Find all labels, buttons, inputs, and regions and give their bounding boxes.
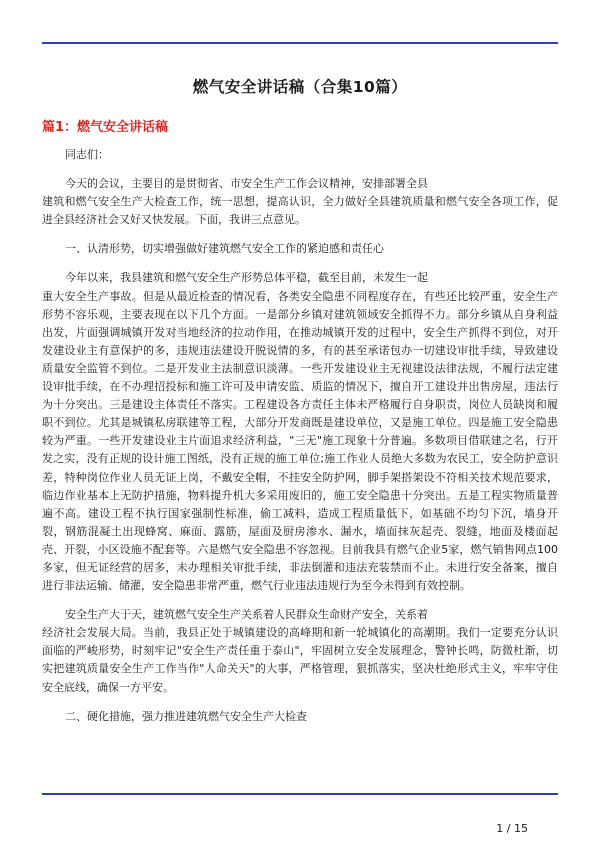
heading-2: 二、硬化措施，强力推进建筑燃气安全生产大检查 [65, 709, 307, 723]
paragraph-1-first-line: 今天的会议，主要目的是贯彻省、市安全生产工作会议精神，安排部署全县 [65, 177, 428, 191]
paragraph-2-first-line: 今年以来，我县建筑和燃气安全生产形势总体平稳，截至目前，未发生一起 [65, 271, 428, 285]
paragraph-2-body: 重大安全生产事故。但是从最近检查的情况看，各类安全隐患不同程度存在，有些还比较严重，安全生产形势不容乐观，主要表现在以下几个方面。一是部分乡镇对建筑领域安全抓得不力。部分乡镇从自身利益出发，片面强调城镇开发对当地经济的拉动作用，在推动城镇开发的过程中，安全生产抓得不到位，对开发建设业主有意保护的多，违规违法建设开脱说情的多，有的甚至承诺包办一切建设审批手续，导致建设质量安全监管不到位。二是开发业主法制意识淡薄。一些开发建设业主无视建设法律法规，不履行法定建设审批手续，在不办理招投标和施工许可及申请安监、质监的情况下，擅自开工建设并出售房屋，违法行为十分突出。三是建设主体责任不落实。工程建设各方责任主体未严格履行自身职责，岗位人员缺岗和履职不到位。尤其是城镇私房联建等工程，大部分开发商既是建设单位，又是施工单位。四是施工安全隐患较为严重。一些开发建设业主片面追求经济利益，"三无"施工现象十分普遍。多数项目借联建之名，行开发之实，没有正规的设计施工图纸，没有正规的施工单位;施工作业人员绝大多数为农民工，安全防护意识差，特种岗位作业人员无证上岗，不戴安全帽，不挂安全防护网，脚手架搭架设不符相关技术规范要求，临边作业基本上无防护措施，物料提升机大多采用废旧的，施工安全隐患十分突出。五是工程实物质量普遍不高。建设工程不执行国家强制性标准，偷工减料，造成工程质量低下，如基础不均匀下沉，墙身开裂，钢筋混凝土出现蜂窝、麻面、露筋，屋面及厨房渗水、漏水，墙面抹灰起壳、裂缝，地面及楼面起壳、开裂，小区设施不配套等。六是燃气安全隐患不容忽视。目前我县有燃气企业5家，燃气销售网点100多家，但无证经营的居多，未办理相关审批手续，非法倒灌和违法充装禁而不止。未进行安全备案，擅自进行非法运输、储灌，安全隐患非常严重，燃气行业违法违规行为至今未得到有效控制。 [42, 289, 558, 593]
page-indicator: 1 / 15 [496, 822, 528, 835]
header-rule [42, 42, 558, 44]
paragraph-3-first-line: 安全生产大于天，建筑燃气安全生产关系着人民群众生命财产安全，关系着 [65, 608, 428, 622]
footer-rule [42, 793, 558, 795]
section-heading: 篇1：燃气安全讲话稿 [42, 120, 169, 135]
document-body [42, 146, 558, 726]
paragraph-1-body: 建筑和燃气安全生产大检查工作，统一思想，提高认识，全力做好全县建筑质量和燃气安全各项工作，促进全县经济社会又好又快发展。下面，我讲三点意见。 [42, 195, 558, 227]
document-title: 燃气安全讲话稿（合集10篇） [192, 78, 408, 96]
heading-1: 一、认清形势，切实增强做好建筑燃气安全工作的紧迫感和责任心 [65, 242, 384, 256]
salutation: 同志们： [65, 148, 109, 161]
paragraph-3-body: 经济社会发展大局。当前，我县正处于城镇建设的高峰期和新一轮城镇化的高潮期。我们一定要充分认识面临的严峻形势，时刻牢记"安全生产责任重于泰山"，牢固树立安全发展理念，警钟长鸣，防微杜渐，切实把建筑质量安全生产工作当作"人命关天"的大事，严格管理，狠抓落实，坚决杜绝形式主义，牢牢守住安全底线，确保一方平安。 [42, 626, 558, 694]
